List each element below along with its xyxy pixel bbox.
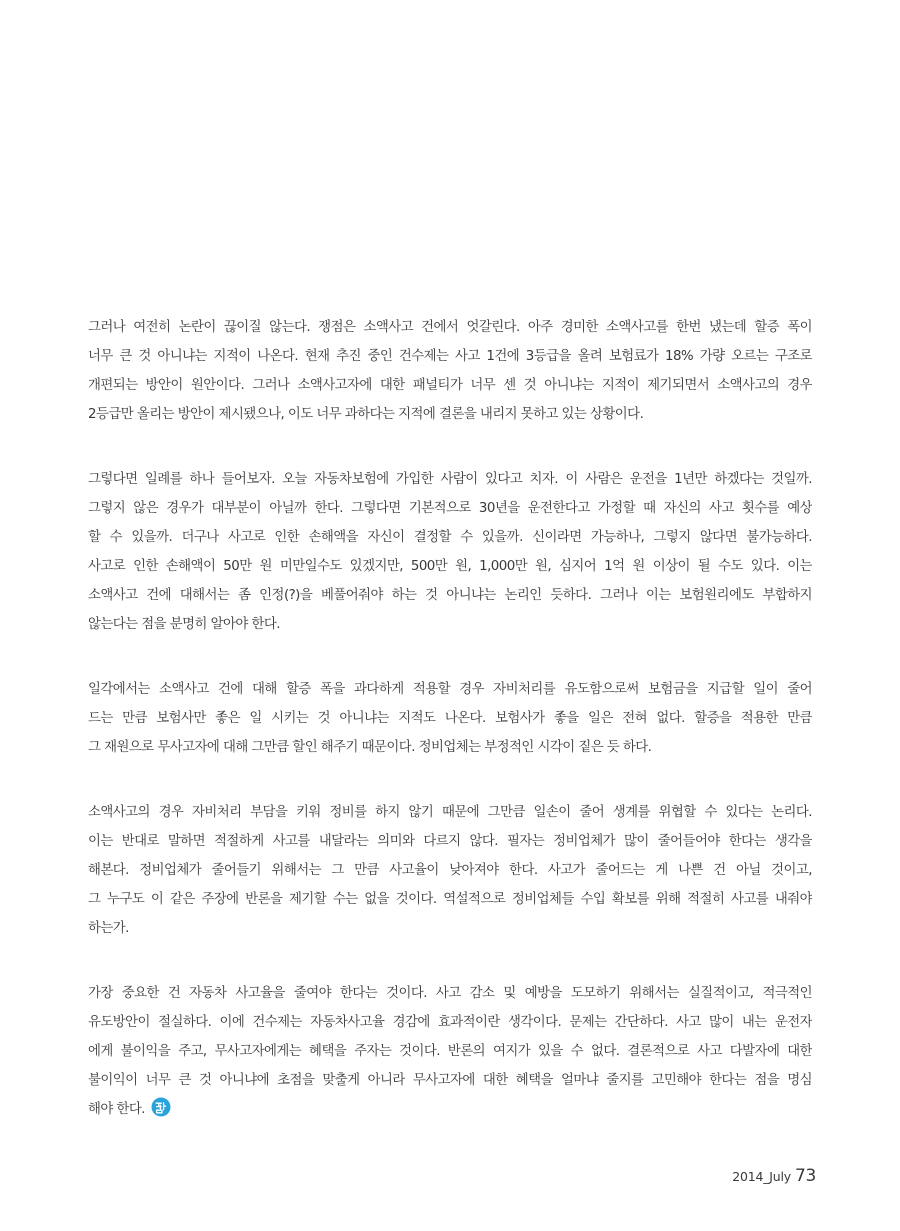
paragraph-4 xyxy=(88,798,812,943)
paragraph-1 xyxy=(88,313,812,429)
paragraph-line: 가장 중요한 건 자동차 사고율을 줄여야 한다는 것이다. 사고 감소 및 예방을 도모하기 위해서는 실질적이고, 적극적인 xyxy=(88,986,812,1001)
paragraph-line: 드는 만큼 보험사만 좋은 일 시키는 것 아니냐는 지적도 나온다. 보험사가 좋을 일은 전혀 없다. 할증을 적용한 만큼 xyxy=(88,711,812,726)
end-of-article-icon xyxy=(151,1097,171,1117)
paragraph-line: 그렇다면 일례를 하나 들어보자. 오늘 자동차보험에 가입한 사람이 있다고 치자. 이 사람은 운전을 1년만 하겠다는 것일까. xyxy=(88,472,812,487)
paragraph-5 xyxy=(88,979,812,1124)
paragraph-line: 소액사고 건에 대해서는 좀 인정(?)을 베풀어줘야 하는 것 아니냐는 논리인 듯하다. 그러나 이는 보험원리에도 부합하지 xyxy=(88,588,812,603)
paragraph-line: 일각에서는 소액사고 건에 대해 할증 폭을 과다하게 적용할 경우 자비처리를 유도함으로써 보험금을 지급할 일이 줄어 xyxy=(88,682,812,697)
paragraph-2 xyxy=(88,465,812,639)
paragraph-line-last xyxy=(88,1095,812,1124)
paragraph-line: 너무 큰 것 아니냐는 지적이 나온다. 현재 추진 중인 건수제는 사고 1건에 3등급을 올려 보험료가 18% 가량 오르는 구조로 xyxy=(88,349,812,364)
paragraph-line: 에게 불이익을 주고, 무사고자에게는 혜택을 주자는 것이다. 반론의 여지가 있을 수 없다. 결론적으로 사고 다발자에 대한 xyxy=(88,1044,812,1059)
paragraph-3 xyxy=(88,675,812,762)
issue-label: 2014_July xyxy=(732,1169,791,1184)
paragraph-line: 사고로 인한 손해액이 50만 원 미만일수도 있겠지만, 500만 원, 1,000만 원, 심지어 1억 원 이상이 될 수도 있다. 이는 xyxy=(88,559,812,574)
paragraph-line: 그 재원으로 무사고자에 대해 그만큼 할인 해주기 때문이다. 정비업체는 부정적인 시각이 짙은 듯 하다. xyxy=(88,740,652,755)
paragraph-line: 할 수 있을까. 더구나 사고로 인한 손해액을 자신이 결정할 수 있을까. 신이라면 가능하나, 그렇지 않다면 불가능하다. xyxy=(88,530,812,545)
paragraph-line: 개편되는 방안이 원안이다. 그러나 소액사고자에 대한 패널티가 너무 센 것 아니냐는 지적이 제기되면서 소액사고의 경우 xyxy=(88,378,812,393)
page-number: 73 xyxy=(794,1166,816,1186)
paragraph-line: 2등급만 올리는 방안이 제시됐으나, 이도 너무 과하다는 지적에 결론을 내리지 못하고 있는 상황이다. xyxy=(88,407,644,422)
paragraph-line: 불이익이 너무 큰 것 아니냐에 초점을 맞출게 아니라 무사고자에 대한 혜택을 얼마냐 줄지를 고민해야 한다는 점을 명심 xyxy=(88,1073,812,1088)
paragraph-line: 그러나 여전히 논란이 끊이질 않는다. 쟁점은 소액사고 건에서 엇갈린다. 아주 경미한 소액사고를 한번 냈는데 할증 폭이 xyxy=(88,320,812,335)
paragraph-line: 유도방안이 절실하다. 이에 건수제는 자동차사고율 경감에 효과적이란 생각이다. 문제는 간단하다. 사고 많이 내는 운전자 xyxy=(88,1015,812,1030)
paragraph-line: 그렇지 않은 경우가 대부분이 아닐까 한다. 그렇다면 기본적으로 30년을 운전한다고 가정할 때 자신의 사고 횟수를 예상 xyxy=(88,501,812,516)
page-footer xyxy=(732,1166,816,1186)
paragraph-line-text: 해야 한다. xyxy=(88,1102,145,1117)
paragraph-line: 않는다는 점을 분명히 알아야 한다. xyxy=(88,617,280,632)
paragraph-line: 그 누구도 이 같은 주장에 반론을 제기할 수는 없을 것이다. 역설적으로 정비업체들 수입 확보를 위해 적절히 사고를 내줘야 xyxy=(88,892,812,907)
paragraph-line: 소액사고의 경우 자비처리 부담을 키워 정비를 하지 않기 때문에 그만큼 일손이 줄어 생계를 위협할 수 있다는 논리다. xyxy=(88,805,812,820)
paragraph-line: 해본다. 정비업체가 줄어들기 위해서는 그 만큼 사고율이 낮아져야 한다. 사고가 줄어드는 게 나쁜 건 아닐 것이고, xyxy=(88,863,812,878)
paragraph-line: 이는 반대로 말하면 적절하게 사고를 내달라는 의미와 다르지 않다. 필자는 정비업체가 많이 줄어들어야 한다는 생각을 xyxy=(88,834,812,849)
paragraph-line: 하는가. xyxy=(88,921,129,936)
article-body xyxy=(88,313,812,1124)
